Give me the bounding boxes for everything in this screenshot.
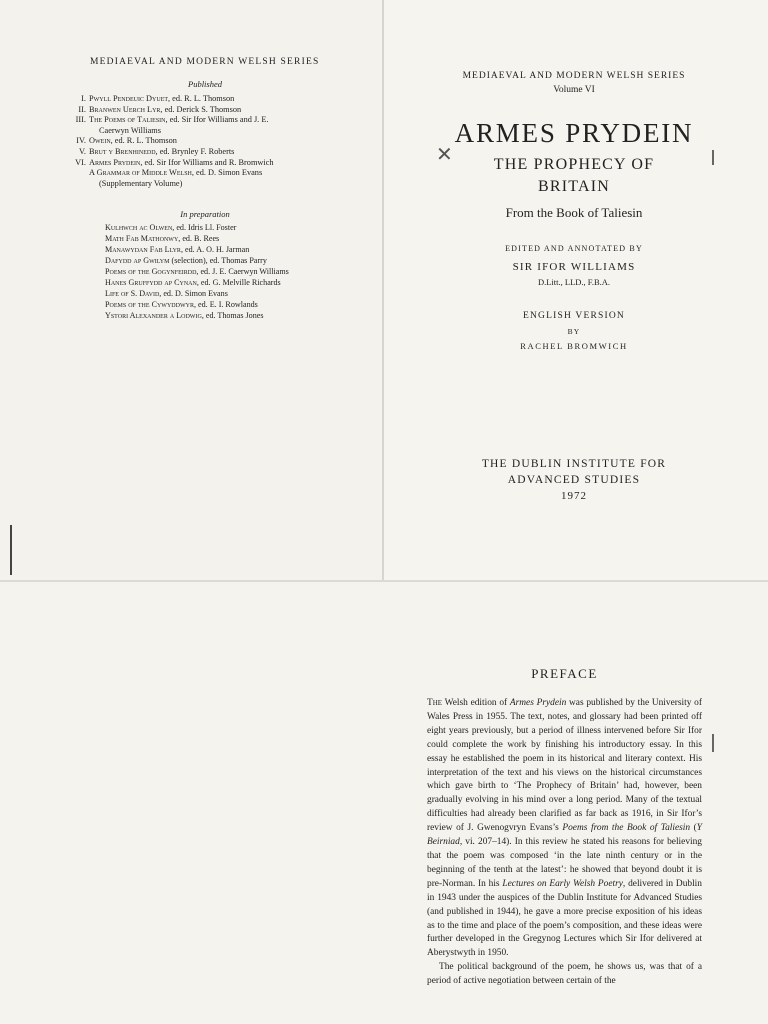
published-item <box>60 105 274 116</box>
item-editor: , ed. R. L. Thomson <box>168 94 235 103</box>
item-title: Math Fab Mathonwy <box>105 234 179 243</box>
item-title: Armes Prydein <box>89 157 141 167</box>
item-editor: , ed. Sir Ifor Williams and J. E. <box>165 115 269 125</box>
item-number: I. <box>81 94 86 103</box>
translator-name: RACHEL BROMWICH <box>520 341 628 351</box>
item-title: Hanes Gruffydd ap Cynan <box>105 278 197 287</box>
publisher-line-1: THE DUBLIN INSTITUTE FOR <box>481 458 667 470</box>
small-caps-text: The <box>427 698 443 708</box>
margin-mark <box>712 150 714 165</box>
item-title: Ystori Alexander a Lodwig <box>105 311 202 320</box>
item-title: The Poems of Taliesin <box>89 115 166 125</box>
edited-by-label: EDITED AND ANNOTATED BY <box>505 244 643 253</box>
editor-name: SIR IFOR WILLIAMS <box>512 261 636 273</box>
item-editor: , ed. G. Melville Richards <box>196 278 281 287</box>
italic-text: Armes Prydein <box>509 698 567 708</box>
english-version-label: ENGLISH VERSION <box>522 311 625 321</box>
preface-heading: PREFACE <box>531 666 598 681</box>
publisher-line-2: ADVANCED STUDIES <box>507 474 641 486</box>
item-editor: , ed. D. Simon Evans <box>191 168 263 178</box>
published-item <box>60 115 274 126</box>
item-editor: , ed. Idris Ll. Foster <box>172 223 237 232</box>
item-number: V. <box>79 146 86 156</box>
item-title: Life of S. David <box>105 289 160 298</box>
item-editor: (Supplementary Volume) <box>99 178 183 188</box>
item-editor: Caerwyn Williams <box>99 125 161 135</box>
body-text: was published by the University of Wales Press in 1955. The text, notes, and glossary had been printed off eight years previously, but a period of illness intervened before Sir Ifor could complete the work by finishing his introductory essay. In this essay he established the poem in its historical and literary context. His interpretation of the text and his views on the historical circumstances which gave birth to ‘The Prophecy of Britain’ had, however, been gradually evolving in his mind over a long period. Many of the textual difficulties had already been clarified as far back as 1916, in Sir Ifor’s review of J. Gwenogvryn Evans’s <box>427 698 702 834</box>
published-item <box>60 126 274 137</box>
item-title: Poems of the Cywyddwyr <box>105 300 194 309</box>
volume-number: Volume VI <box>553 85 595 95</box>
publication-year: 1972 <box>561 490 587 502</box>
italic-text: Lectures on Early Welsh Poetry <box>502 878 623 889</box>
item-title: Dafydd ap Gwilym <box>105 256 170 265</box>
preparation-item <box>105 310 289 321</box>
item-title: Manawydan Fab Llyr <box>105 245 181 254</box>
italic-text: Y Beirniad <box>427 823 703 848</box>
preparation-item <box>105 222 289 233</box>
item-editor: , ed. J. E. Caerwyn Williams <box>196 267 289 276</box>
preparation-item <box>105 288 289 299</box>
item-title: Owein <box>89 136 111 146</box>
preparation-heading: In preparation <box>180 209 230 219</box>
body-text: Welsh edition of <box>442 698 510 708</box>
item-title: Brut y Brenhinedd <box>89 146 156 156</box>
item-editor: , ed. Sir Ifor Williams and R. Bromwich <box>140 157 274 167</box>
body-text: , vi. 207–14). In this review he stated his reasons for believing that the poem was composed ‘in the late ninth century or in the beginning of the tenth at the latest’: he showed that beyond doubt it is pre-Norman. In his <box>427 837 702 889</box>
body-text: , delivered in Dublin in 1943 under the auspices of the Dublin Institute for Advanced Studies (and published in 1944), he gave a more precise exposition of his ideas as to the time and place of the poem’s composition, and these ideas were further developed in the Gregynog Lectures which Sir Ifor delivered at Aberystwyth in 1950. <box>427 878 702 959</box>
subtitle-line-1: THE PROPHECY OF <box>493 156 655 173</box>
item-editor: , ed. A. O. H. Jarman <box>180 245 250 254</box>
published-item <box>60 158 274 169</box>
margin-mark <box>10 525 12 575</box>
page-gutter <box>382 0 384 580</box>
subtitle-line-2: BRITAIN <box>537 178 610 195</box>
item-editor: , ed. Derick S. Thomson <box>160 104 242 114</box>
item-editor: , ed. R. L. Thomson <box>110 136 177 146</box>
item-number: IV. <box>76 136 86 146</box>
preparation-item <box>105 233 289 244</box>
item-number: II. <box>78 104 86 114</box>
published-item <box>60 94 274 105</box>
item-title: Branwen Uerch Lyr <box>89 104 161 114</box>
by-label: BY <box>567 327 581 336</box>
body-text: ( <box>690 823 697 834</box>
item-editor: , ed. Brynley F. Roberts <box>155 146 235 156</box>
item-number: VI. <box>75 157 86 167</box>
item-editor: , ed. D. Simon Evans <box>159 289 228 298</box>
series-heading: MEDIAEVAL AND MODERN WELSH SERIES <box>90 57 320 67</box>
preface-body <box>427 697 702 989</box>
item-title: Poems of the Gogynfeirdd <box>105 267 197 276</box>
published-list <box>60 94 274 189</box>
published-item <box>60 136 274 147</box>
item-title: Kulhwch ac Olwen <box>105 223 173 232</box>
preparation-item <box>105 244 289 255</box>
margin-mark <box>712 734 714 752</box>
item-title: A Grammar of Middle Welsh <box>89 168 192 178</box>
item-title: Pwyll Pendeuic Dyuet <box>89 94 169 103</box>
item-editor: , ed. E. I. Rowlands <box>193 300 258 309</box>
item-editor: , ed. B. Rees <box>178 234 220 243</box>
preface-paragraph-2: The political background of the poem, he shows us, was that of a period of active negotiation between certain of the <box>427 962 702 987</box>
preparation-list <box>105 222 289 321</box>
preparation-item <box>105 266 289 277</box>
preparation-item <box>105 277 289 288</box>
published-item <box>60 168 274 179</box>
preface-paragraph-1 <box>427 697 702 961</box>
pencil-cross-mark: ✕ <box>436 144 453 166</box>
title-series-heading: MEDIAEVAL AND MODERN WELSH SERIES <box>462 71 686 81</box>
item-editor: (selection), ed. Thomas Parry <box>169 256 267 265</box>
item-editor: , ed. Thomas Jones <box>201 311 264 320</box>
italic-text: Poems from the Book of Taliesin <box>562 823 691 834</box>
published-heading: Published <box>188 79 222 89</box>
main-title: ARMES PRYDEIN <box>454 118 694 148</box>
preparation-item <box>105 299 289 310</box>
editor-degrees: D.Litt., LLD., F.B.A. <box>537 277 611 287</box>
published-item <box>60 147 274 158</box>
item-number: III. <box>75 115 86 125</box>
source-line: From the Book of Taliesin <box>505 205 643 220</box>
preparation-item <box>105 255 289 266</box>
page-divider <box>0 580 768 582</box>
published-item <box>60 179 274 190</box>
